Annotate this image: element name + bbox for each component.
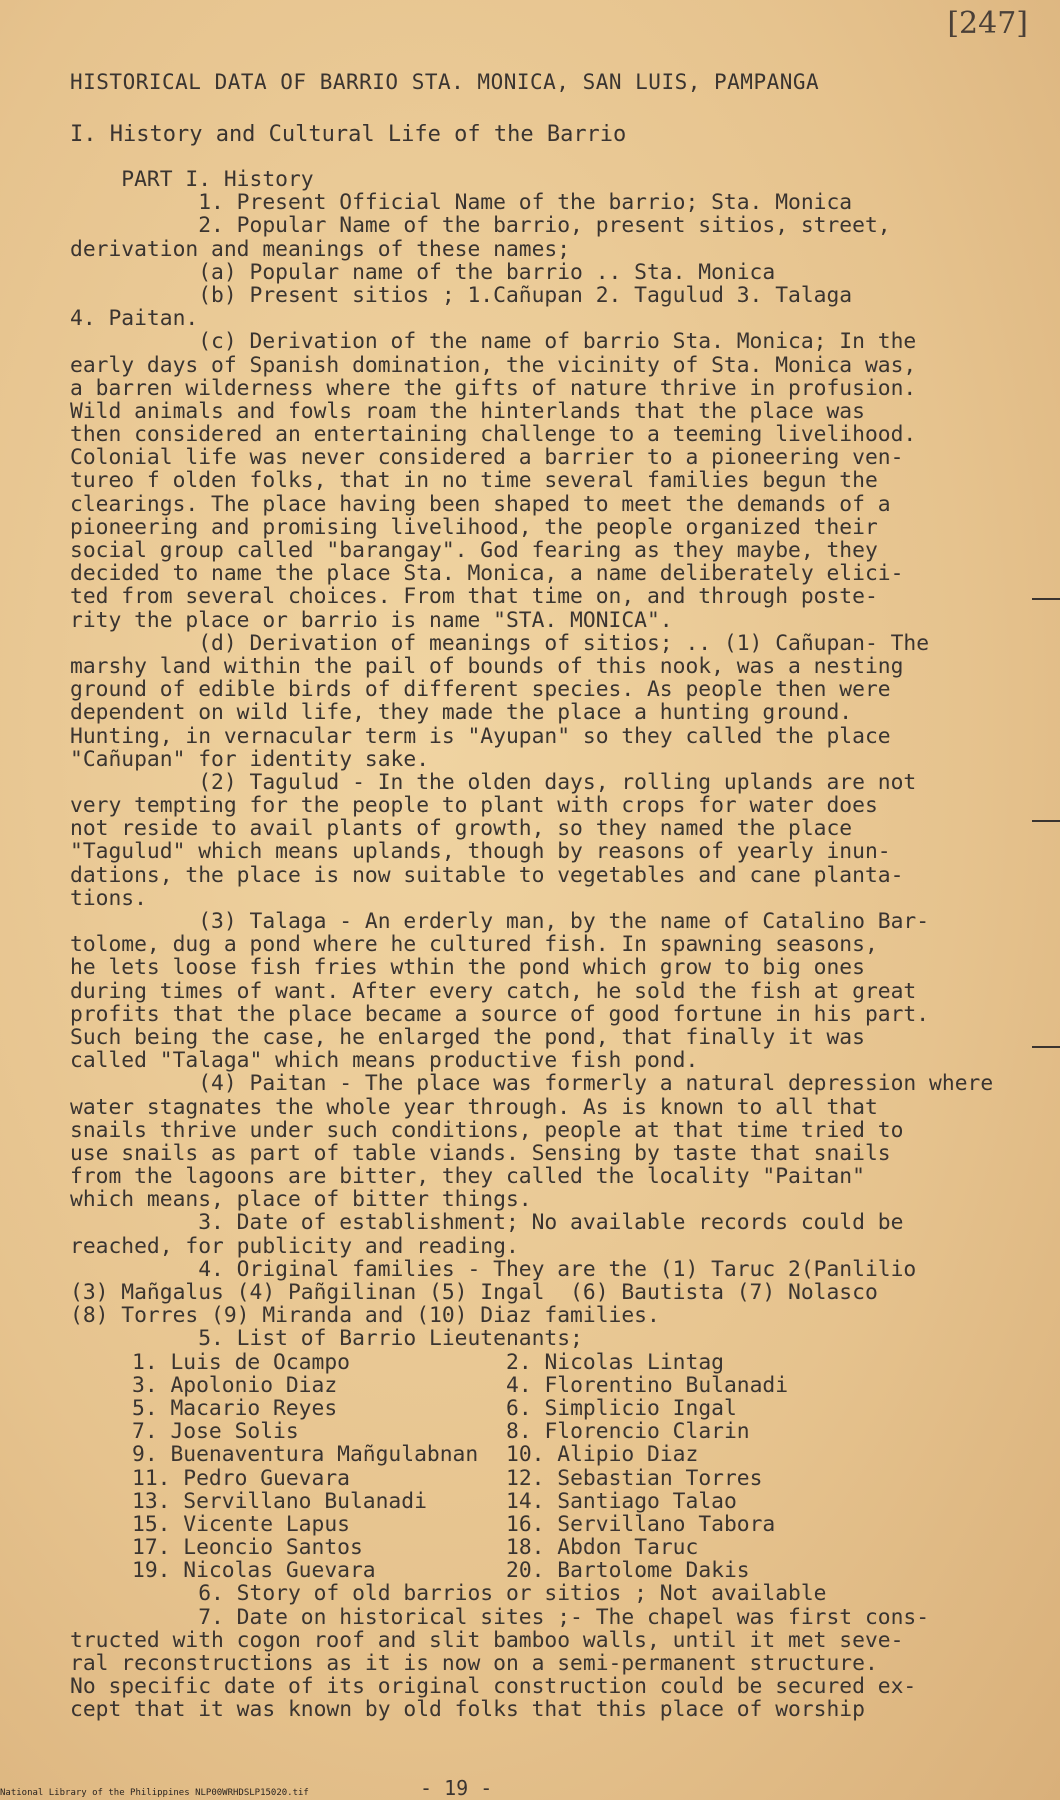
text-line: profits that the place became a source of good fortune in his part.: [70, 1001, 930, 1027]
page-number: - 19 -: [420, 1776, 493, 1800]
lieutenant-name: 8. Florencio Clarin: [506, 1419, 750, 1445]
text-line: (a) Popular name of the barrio .. Sta. Monica: [70, 259, 776, 285]
lieutenant-row: [70, 1443, 1030, 1466]
lieutenant-name: 17. Leoncio Santos: [132, 1535, 363, 1561]
lieutenant-name: 9. Buenaventura Mañgulabnan: [132, 1442, 479, 1468]
text-line: a barren wilderness where the gifts of nature thrive in profusion.: [70, 375, 917, 401]
text-line: which means, place of bitter things.: [70, 1187, 532, 1213]
text-line: (2) Tagulud - In the olden days, rolling uplands are not: [70, 769, 917, 795]
lieutenant-row: [70, 1467, 1030, 1490]
text-line: "Tagulud" which means uplands, though by reasons of yearly inun-: [70, 839, 891, 865]
text-line: from the lagoons are bitter, they called the locality "Paitan": [70, 1164, 865, 1190]
text-line: not reside to avail plants of growth, so they named the place: [70, 816, 853, 842]
lieutenant-name: 11. Pedro Guevara: [132, 1465, 350, 1491]
lieutenant-name: 15. Vicente Lapus: [132, 1511, 350, 1537]
text-line: tructed with cogon roof and slit bamboo walls, until it met seve-: [70, 1627, 904, 1653]
text-line: (8) Torres (9) Miranda and (10) Diaz families.: [70, 1303, 660, 1329]
body-lines: [70, 168, 1030, 1351]
text-line: ral reconstructions as it is now on a semi-permanent structure.: [70, 1651, 878, 1676]
scan-footer: National Library of the Philippines NLP00WRHDSLP15020.tif: [0, 1788, 309, 1798]
text-line: 7. Date on historical sites ;- The chapel was first cons-: [70, 1604, 930, 1630]
lieutenant-name: 2. Nicolas Lintag: [506, 1349, 724, 1375]
text-line: called "Talaga" which means productive fish pond.: [70, 1048, 699, 1074]
lieutenant-name: 18. Abdon Taruc: [506, 1535, 699, 1561]
text-line: (4) Paitan - The place was formerly a natural depression where: [70, 1071, 994, 1097]
body-lines-after-list: [70, 1582, 1030, 1721]
margin-mark: [1032, 598, 1060, 600]
text-line: use snails as part of table viands. Sensing by taste that snails: [70, 1140, 891, 1166]
text-line: (d) Derivation of meanings of sitios; .. (1) Cañupan- The: [70, 630, 930, 656]
text-line: water stagnates the whole year through. As is known to all that: [70, 1094, 878, 1120]
section-heading: I. History and Cultural Life of the Barrio: [70, 122, 627, 147]
text-line: 4. Paitan.: [70, 306, 199, 332]
text-line: 4. Original families - They are the (1) Taruc 2(Panlilio: [70, 1256, 917, 1282]
text-line: (3) Talaga - An erderly man, by the name of Catalino Bar-: [70, 909, 930, 934]
text-line: Wild animals and fowls roam the hinterlands that the place was: [70, 398, 865, 424]
lieutenant-row: [70, 1420, 1030, 1443]
text-line: (b) Present sitios ; 1.Cañupan 2. Tagulud 3. Talaga: [70, 282, 853, 308]
lieutenant-name: 7. Jose Solis: [132, 1419, 299, 1445]
text-line: then considered an entertaining challenge to a teeming livelihood.: [70, 422, 917, 448]
text-line: clearings. The place having been shaped to meet the demands of a: [70, 491, 891, 517]
lieutenant-name: 20. Bartolome Dakis: [506, 1558, 750, 1584]
text-line: 2. Popular Name of the barrio, present sitios, street,: [70, 213, 891, 239]
archive-page-number: [247]: [947, 6, 1028, 41]
text-line: 3. Date of establishment; No available records could be: [70, 1210, 904, 1236]
text-line: (c) Derivation of the name of barrio Sta. Monica; In the: [70, 329, 917, 355]
text-line: Hunting, in vernacular term is "Ayupan" so they called the place: [70, 723, 891, 749]
text-line: during times of want. After every catch, he sold the fish at great: [70, 978, 917, 1004]
text-line: decided to name the place Sta. Monica, a name deliberately elici-: [70, 561, 904, 587]
lieutenant-name: 12. Sebastian Torres: [506, 1465, 763, 1491]
text-line: cept that it was known by old folks that this place of worship: [70, 1697, 865, 1723]
lieutenant-name: 3. Apolonio Diaz: [132, 1372, 338, 1398]
text-line: PART I. History: [70, 167, 314, 192]
text-line: No specific date of its original construction could be secured ex-: [70, 1674, 917, 1700]
text-line: "Cañupan" for identity sake.: [70, 746, 430, 772]
lieutenant-name: 4. Florentino Bulanadi: [506, 1372, 789, 1398]
text-line: ted from several choices. From that time on, and through poste-: [70, 584, 878, 610]
document-title: HISTORICAL DATA OF BARRIO STA. MONICA, SAN LUIS, PAMPANGA: [70, 70, 820, 94]
text-line: early days of Spanish domination, the vicinity of Sta. Monica was,: [70, 352, 917, 378]
lieutenants-list: [70, 1351, 1030, 1583]
lieutenant-row: [70, 1397, 1030, 1420]
text-line: tureo f olden folks, that in no time several families begun the: [70, 468, 878, 494]
lieutenant-name: 5. Macario Reyes: [132, 1395, 338, 1421]
text-line: rity the place or barrio is name "STA. MONICA".: [70, 607, 673, 633]
lieutenant-name: 13. Servillano Bulanadi: [132, 1488, 427, 1514]
margin-mark: [1032, 1046, 1060, 1048]
text-line: reached, for publicity and reading.: [70, 1233, 519, 1259]
text-line: social group called "barangay". God fearing as they maybe, they: [70, 538, 878, 563]
lieutenant-name: 19. Nicolas Guevara: [132, 1558, 376, 1584]
lieutenant-name: 6. Simplicio Ingal: [506, 1395, 737, 1421]
text-line: dations, the place is now suitable to vegetables and cane planta-: [70, 862, 904, 888]
text-line: dependent on wild life, they made the place a hunting ground.: [70, 700, 853, 726]
text-line: (3) Mañgalus (4) Pañgilinan (5) Ingal (6) Bautista (7) Nolasco: [70, 1280, 878, 1305]
text-line: tions.: [70, 885, 147, 911]
text-line: 1. Present Official Name of the barrio; Sta. Monica: [70, 190, 853, 216]
lieutenant-row: [70, 1374, 1030, 1397]
lieutenant-name: 14. Santiago Talao: [506, 1488, 737, 1514]
margin-mark: [1032, 820, 1060, 822]
document-body: [70, 168, 1030, 1722]
text-line: snails thrive under such conditions, people at that time tried to: [70, 1117, 904, 1143]
text-line: 5. List of Barrio Lieutenants;: [70, 1326, 583, 1352]
lieutenant-row: [70, 1559, 1030, 1582]
text-line: marshy land within the pail of bounds of this nook, was a nesting: [70, 653, 904, 679]
lieutenant-row: [70, 1351, 1030, 1374]
lieutenant-row: [70, 1536, 1030, 1559]
text-line: tolome, dug a pond where he cultured fish. In spawning seasons,: [70, 932, 878, 958]
lieutenant-name: 10. Alipio Diaz: [506, 1442, 699, 1468]
text-line: ground of edible birds of different species. As people then were: [70, 677, 891, 703]
text-line: derivation and meanings of these names;: [70, 236, 571, 262]
lieutenant-row: [70, 1490, 1030, 1513]
text-line: pioneering and promising livelihood, the people organized their: [70, 514, 878, 540]
text-line: Colonial life was never considered a barrier to a pioneering ven-: [70, 445, 904, 471]
lieutenant-name: 1. Luis de Ocampo: [132, 1349, 350, 1375]
text-line: 6. Story of old barrios or sitios ; Not available: [70, 1581, 827, 1607]
text-line: he lets loose fish fries wthin the pond which grow to big ones: [70, 955, 865, 981]
text-line: very tempting for the people to plant with crops for water does: [70, 793, 878, 819]
text-line: Such being the case, he enlarged the pond, that finally it was: [70, 1024, 865, 1050]
lieutenant-row: [70, 1513, 1030, 1536]
lieutenant-name: 16. Servillano Tabora: [506, 1511, 776, 1537]
